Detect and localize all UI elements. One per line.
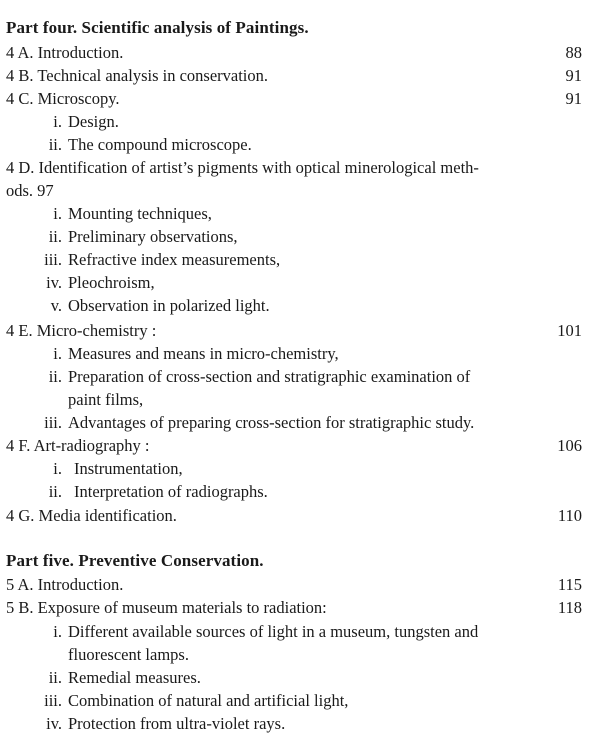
toc-entry — [6, 64, 582, 87]
subentry-text: Preparation of cross-section and stratigraphic examination of — [68, 367, 471, 386]
entry-label: 4 G. Media identification. — [6, 506, 177, 525]
page-number: 101 — [557, 321, 582, 340]
subentry-text: Advantages of preparing cross-section for stratigraphic study. — [68, 413, 475, 432]
toc-entry — [6, 319, 582, 342]
subentry-text: Pleochroism, — [68, 273, 155, 292]
toc-subentry — [6, 271, 582, 294]
entry-label: 4 C. Microscopy. — [6, 89, 120, 108]
toc-subentry — [6, 294, 582, 317]
toc-entry — [6, 156, 582, 179]
toc-entry-continuation — [6, 179, 582, 202]
toc-subentry — [6, 411, 582, 434]
toc-subentry — [6, 202, 582, 225]
page-number: 106 — [557, 436, 582, 455]
toc-entry — [6, 504, 582, 527]
subentry-text: Mounting techniques, — [68, 204, 212, 223]
subentry-numeral: ii. — [48, 367, 62, 386]
page-number: 115 — [557, 575, 582, 594]
subentry-numeral: i. — [53, 622, 62, 641]
subentry-text: Interpretation of radiographs. — [74, 482, 268, 501]
subentry-numeral: i. — [53, 204, 62, 223]
toc-subentry-continuation — [6, 643, 582, 666]
toc-subentry — [6, 248, 582, 271]
toc-entry — [6, 573, 582, 596]
page-number: 91 — [565, 66, 582, 85]
toc-entry — [6, 434, 582, 457]
subentry-text: Observation in polarized light. — [68, 296, 270, 315]
subentry-numeral: i. — [53, 344, 62, 363]
entry-label: 4 F. Art-radiography : — [6, 436, 150, 455]
toc-subentry — [6, 712, 582, 735]
subentry-numeral: iv. — [46, 714, 62, 733]
subentry-text: Preliminary observations, — [68, 227, 238, 246]
subentry-numeral: ii. — [48, 135, 62, 154]
subentry-text: Instrumentation, — [74, 459, 183, 478]
subentry-numeral: ii. — [48, 227, 62, 246]
entry-label: 4 B. Technical analysis in conservation. — [6, 66, 269, 85]
toc-subentry — [6, 666, 582, 689]
toc-subentry — [6, 457, 582, 480]
subentry-text: Protection from ultra-violet rays. — [68, 714, 286, 733]
subentry-numeral: iii. — [44, 691, 62, 710]
entry-label: 5 A. Introduction. — [6, 575, 124, 594]
toc-entry — [6, 87, 582, 110]
subentry-numeral: ii. — [48, 482, 62, 501]
page-number: 118 — [557, 598, 582, 617]
entry-label: 5 B. Exposure of museum materials to radiation: — [6, 598, 327, 617]
toc-entry — [6, 41, 582, 64]
toc-subentry — [6, 133, 582, 156]
part-five-title: Part five. Preventive Conservation. — [6, 551, 264, 570]
entry-label: ods. 97 — [6, 181, 54, 200]
subentry-numeral: iii. — [44, 413, 62, 432]
subentry-text: Different available sources of light in a museum, tungsten and — [68, 622, 479, 641]
subentry-text: fluorescent lamps. — [68, 645, 189, 664]
page-number: 88 — [565, 43, 582, 62]
subentry-numeral: iii. — [44, 250, 62, 269]
toc-subentry — [6, 225, 582, 248]
subentry-text: Remedial measures. — [68, 668, 201, 687]
toc-subentry — [6, 110, 582, 133]
part-four-title: Part four. Scientific analysis of Paintings. — [6, 18, 309, 37]
subentry-numeral: ii. — [48, 668, 62, 687]
subentry-numeral: i. — [53, 459, 62, 478]
subentry-numeral: iv. — [46, 273, 62, 292]
toc-subentry — [6, 620, 582, 643]
entry-label: 4 E. Micro-chemistry : — [6, 321, 157, 340]
subentry-text: Refractive index measurements, — [68, 250, 281, 269]
toc-entry — [6, 596, 582, 619]
subentry-text: paint films, — [68, 390, 144, 409]
subentry-numeral: v. — [50, 296, 62, 315]
toc-subentry-continuation — [6, 388, 582, 411]
subentry-numeral: i. — [53, 112, 62, 131]
page-number: 91 — [565, 89, 582, 108]
subentry-text: Design. — [68, 112, 119, 131]
subentry-text: Combination of natural and artificial light, — [68, 691, 349, 710]
entry-label: 4 D. Identification of artist’s pigments with optical minerological meth- — [6, 158, 479, 177]
entry-label: 4 A. Introduction. — [6, 43, 124, 62]
page-number: 110 — [557, 506, 582, 525]
toc-subentry — [6, 342, 582, 365]
subentry-text: Measures and means in micro-chemistry, — [68, 344, 339, 363]
subentry-text: The compound microscope. — [68, 135, 252, 154]
toc-subentry — [6, 689, 582, 712]
toc-subentry — [6, 480, 582, 503]
toc-subentry — [6, 365, 582, 388]
